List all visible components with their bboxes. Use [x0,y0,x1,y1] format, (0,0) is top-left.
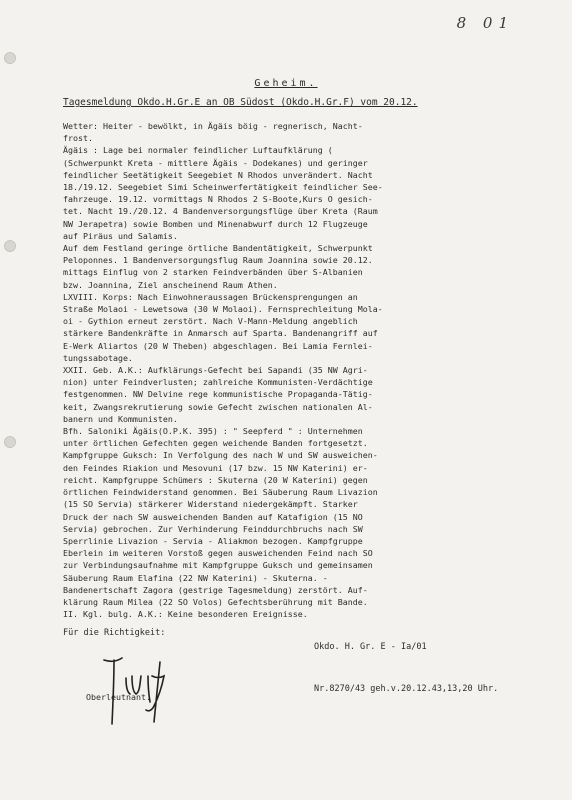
report-line: Straße Molaoi - Lewetsowa (30 W Molaoi). Fernsprechleitung Mola- [63,304,383,315]
report-line: reicht. Kampfgruppe Schümers : Skuterna (20 W Katerini) gegen [63,474,368,485]
report-line: banern und Kommunisten. [63,413,178,424]
report-line: Kampfgruppe Guksch: In Verfolgung des nach W und SW ausweichen- [63,450,378,461]
report-line: mittags Einflug von 2 starken Feindverbänden über S-Albanien [63,267,363,278]
report-line: tungssabotage. [63,352,133,363]
report-line: Peloponnes. 1 Bandenversorgungsflug Raum Joannina sowie 20.12. [63,255,373,266]
signatory-rank: Oberleutnant. [86,692,151,702]
report-line: Säuberung Raum Elafina (22 NW Katerini) - Skuterna. - [63,572,328,583]
report-line: 18./19.12. Seegebiet Simi Scheinwerfertätigkeit feindlicher See- [63,182,383,193]
report-headline: Tagesmeldung Okdo.H.Gr.E an OB Südost (Okdo.H.Gr.F) vom 20.12. [63,97,418,108]
report-line: auf Piräus und Salamis. [63,230,178,241]
report-line: LXVIII. Korps: Nach Einwohneraussagen Brückensprengungen an [63,291,358,302]
punch-hole [4,436,16,448]
punch-hole [4,52,16,64]
report-line: Bfh. Saloniki Ägäis(O.P.K. 395) : " Seepferd " : Unternehmen [63,426,363,437]
document-title: Geheim. [254,78,318,89]
report-line: XXII. Geb. A.K.: Aufklärungs-Gefecht bei Sapandi (35 NW Agri- [63,365,368,376]
signature-line: Okdo. H. Gr. E - Ia/01 [314,642,427,652]
report-line: keit, Zwangsrekrutierung sowie Gefecht zwischen nationalen Al- [63,401,373,412]
report-line: frost. [63,133,93,144]
signature-line: Nr.8270/43 geh.v.20.12.43,13,20 Uhr. [314,684,499,694]
report-line: klärung Raum Milea (22 SO Volos) Gefechtsberührung mit Bande. [63,596,368,607]
report-body [63,120,533,620]
report-line: festgenommen. NW Delvine rege kommunistische Propaganda-Tätig- [63,389,373,400]
handwritten-page-number: 8 01 [456,14,514,32]
certification-label: Für die Richtigkeit: [63,628,166,638]
report-line: Sperrlinie Livazion - Servia - Aliakmon bezogen. Kampfgruppe [63,535,363,546]
report-line: bzw. Joannina, Ziel anscheinend Raum Athen. [63,279,278,290]
report-line: Druck der nach SW ausweichenden Banden auf Katafigion (15 NO [63,511,363,522]
report-line: fahrzeuge. 19.12. vormittags N Rhodos 2 S-Boote,Kurs O gesich- [63,194,373,205]
report-line: Eberlein im weiteren Vorstoß gegen ausweichenden Feind nach SO [63,548,373,559]
report-line: II. Kgl. bulg. A.K.: Keine besonderen Ereignisse. [63,609,308,620]
report-line: Ägäis : Lage bei normaler feindlicher Luftaufklärung ( [63,145,333,156]
report-line: E-Werk Aliartos (20 W Theben) abgeschlagen. Bei Lamia Fernlei- [63,340,373,351]
report-line: unter örtlichen Gefechten gegen weichende Banden fortgesetzt. [63,438,368,449]
report-line: tet. Nacht 19./20.12. 4 Bandenversorgungsflüge über Kreta (Raum [63,206,378,217]
report-line: Bandenertschaft Zagora (gestrige Tagesmeldung) zerstört. Auf- [63,584,368,595]
command-signature-block [314,612,498,724]
report-line: Servia) gebrochen. Zur Verhinderung Feinddurchbruchs nach SW [63,523,363,534]
report-line: Auf dem Festland geringe örtliche Bandentätigkeit, Schwerpunkt [63,243,373,254]
report-line: NW Jerapetra) sowie Bomben und Minenabwurf durch 12 Flugzeuge [63,218,368,229]
report-line: örtlichen Feindwiderstand genommen. Bei Säuberung Raum Livazion [63,487,378,498]
report-line: stärkere Bandenkräfte in Anmarsch auf Sparta. Bandenangriff auf [63,328,378,339]
report-line: nion) unter Feindverlusten; zahlreiche Kommunisten-Verdächtige [63,377,373,388]
punch-hole [4,240,16,252]
report-line: (Schwerpunkt Kreta - mittlere Ägäis - Dodekanes) und geringer [63,157,368,168]
report-line: feindlicher Seetätigkeit Seegebiet N Rhodos unverändert. Nacht [63,169,373,180]
report-line: oi - Gythion erneut zerstört. Nach V-Mann-Meldung angeblich [63,316,358,327]
report-line: (15 SO Servia) stärkerer Widerstand niedergekämpft. Starker [63,499,358,510]
report-line: zur Verbindungsaufnahme mit Kampfgruppe Guksch und gemeinsamen [63,560,373,571]
report-line: den Feindes Riakion und Mesovuni (17 bzw. 15 NW Katerini) er- [63,462,368,473]
report-line: Wetter: Heiter - bewölkt, in Ägäis böig - regnerisch, Nacht- [63,121,363,131]
